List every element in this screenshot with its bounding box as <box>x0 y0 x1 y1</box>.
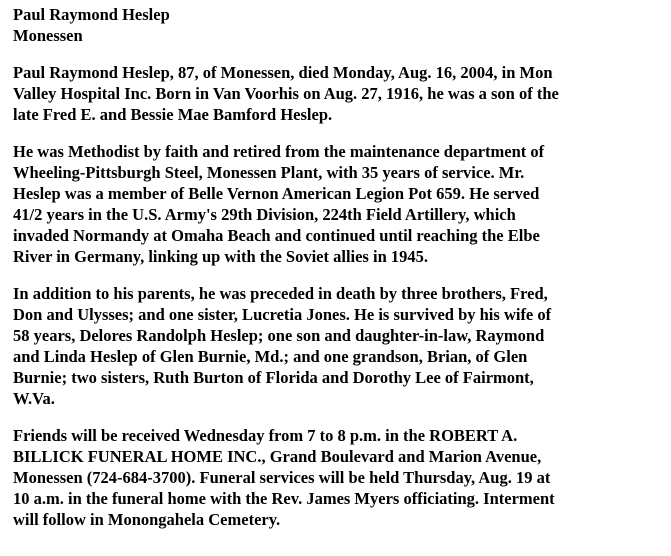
text-line: and Linda Heslep of Glen Burnie, Md.; and one grandson, Brian, of Glen <box>13 347 528 366</box>
paragraph-death-notice <box>13 62 663 125</box>
paragraph-services <box>13 425 663 530</box>
obituary-document <box>13 4 663 546</box>
text-line: 10 a.m. in the funeral home with the Rev. James Myers officiating. Interment <box>13 489 555 508</box>
deceased-city: Monessen <box>13 26 83 45</box>
text-line: invaded Normandy at Omaha Beach and continued until reaching the Elbe <box>13 226 540 245</box>
text-line: He was Methodist by faith and retired from the maintenance department of <box>13 142 545 161</box>
text-line: River in Germany, linking up with the Soviet allies in 1945. <box>13 247 428 266</box>
paragraph-family <box>13 283 663 409</box>
text-line: In addition to his parents, he was preceded in death by three brothers, Fred, <box>13 284 548 303</box>
text-line: Wheeling-Pittsburgh Steel, Monessen Plant, with 35 years of service. Mr. <box>13 163 525 182</box>
text-line: BILLICK FUNERAL HOME INC., Grand Boulevard and Marion Avenue, <box>13 447 542 466</box>
deceased-name: Paul Raymond Heslep <box>13 5 170 24</box>
text-line: will follow in Monongahela Cemetery. <box>13 510 281 529</box>
text-line: Monessen (724-684-3700). Funeral services will be held Thursday, Aug. 19 at <box>13 468 551 487</box>
text-line: Don and Ulysses; and one sister, Lucretia Jones. He is survived by his wife of <box>13 305 552 324</box>
text-line: 41/2 years in the U.S. Army's 29th Division, 224th Field Artillery, which <box>13 205 516 224</box>
text-line: late Fred E. and Bessie Mae Bamford Heslep. <box>13 105 333 124</box>
text-line: Valley Hospital Inc. Born in Van Voorhis on Aug. 27, 1916, he was a son of the <box>13 84 559 103</box>
obituary-header <box>13 4 663 46</box>
text-line: Friends will be received Wednesday from 7 to 8 p.m. in the ROBERT A. <box>13 426 518 445</box>
text-line: Paul Raymond Heslep, 87, of Monessen, died Monday, Aug. 16, 2004, in Mon <box>13 63 553 82</box>
paragraph-career <box>13 141 663 267</box>
text-line: Burnie; two sisters, Ruth Burton of Florida and Dorothy Lee of Fairmont, <box>13 368 534 387</box>
text-line: W.Va. <box>13 389 55 408</box>
text-line: 58 years, Delores Randolph Heslep; one son and daughter-in-law, Raymond <box>13 326 545 345</box>
text-line: Heslep was a member of Belle Vernon American Legion Pot 659. He served <box>13 184 540 203</box>
